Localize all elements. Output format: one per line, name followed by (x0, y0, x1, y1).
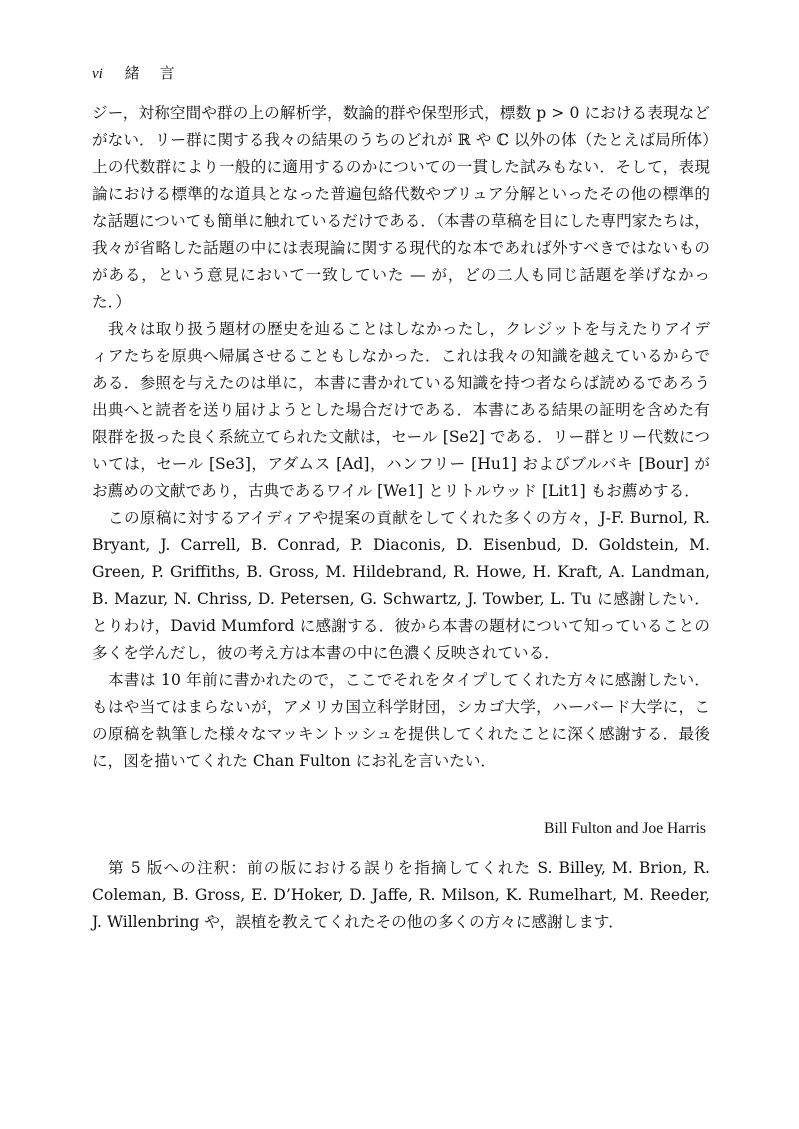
note-paragraph: 第 5 版への注釈：前の版における誤りを指摘してくれた S. Billey, M. Brion, R. Coleman, B. Gross, E. D’Hoker, D. Jaffe, R. Milson, K. Rumelhart, M. Reeder, J. Willenbring や，誤植を教えてくれたその他の多くの方々に感謝します． (92, 859, 710, 931)
paragraph-history: 我々は取り扱う題材の歴史を辿ることはしなかったし，クレジットを与えたりアイディアたちを原典へ帰属させることもしなかった．これは我々の知識を越えているからである．参照を与えたのは単に，本書に書かれている知識を持つ者ならば読めるであろう出典へと読者を送り届けようとした場合だけである．本書にある結果の証明を含めた有限群を扱った良く系統立てられた文献は，セール [Se2] である．リー群とリー代数については，セール [Se3]，アダムス [Ad]，ハンフリー [Hu1] およびブルバキ [Bour] がお薦めの文献であり，古典であるワイル [We1] とリトルウッド [Lit1] もお薦めする． (92, 320, 710, 500)
running-title: 緒言 (124, 66, 195, 82)
running-head (92, 64, 195, 84)
fifth-edition-note (92, 855, 710, 936)
paragraph-acknowledgements: この原稿に対するアイディアや提案の貢献をしてくれた多くの方々，J-F. Burnol, R. Bryant, J. Carrell, B. Conrad, P. Diaconis, D. Eisenbud, D. Goldstein, M. Green, P. Griffiths, B. Gross, M. Hildebrand, R. Howe, H. Kraft, A. Landman, B. Mazur, N. Chriss, D. Petersen, G. Schwartz, J. Towber, L. Tu に感謝したい．とりわけ，David Mumford に感謝する．彼から本書の題材について知っていることの多くを学んだし，彼の考え方は本書の中に色濃く反映されている． (92, 509, 710, 662)
paragraph-thanks: 本書は 10 年前に書かれたので，ここでそれをタイプしてくれた方々に感謝したい．もはや当てはまらないが，アメリカ国立科学財団，シカゴ大学，ハーバード大学に，この原稿を執筆した様々なマッキントッシュを提供してくれたことに深く感謝する．最後に，図を描いてくれた Chan Fulton にお礼を言いたい． (92, 671, 710, 770)
page-number: vi (92, 66, 103, 82)
author-signature: Bill Fulton and Joe Harris (544, 820, 706, 837)
paragraph-continued: ジー，対称空間や群の上の解析学，数論的群や保型形式，標数 p > 0 における表現などがない．リー群に関する我々の結果のうちのどれが ℝ や ℂ 以外の体（たとえば局所体）上の代数群により一般的に適用するのかについての一貫した試みもない．そして，表現論における標準的な道具となった普遍包絡代数やブリュア分解といったその他の標準的な話題についても簡単に触れているだけである．（本書の草稿を目にした専門家たちは，我々が省略した話題の中には表現論に関する現代的な本であれば外すべきではないものがある，という意見において一致していた — が，どの二人も同じ話題を挙げなかった．） (92, 104, 710, 311)
body-text (92, 100, 710, 775)
